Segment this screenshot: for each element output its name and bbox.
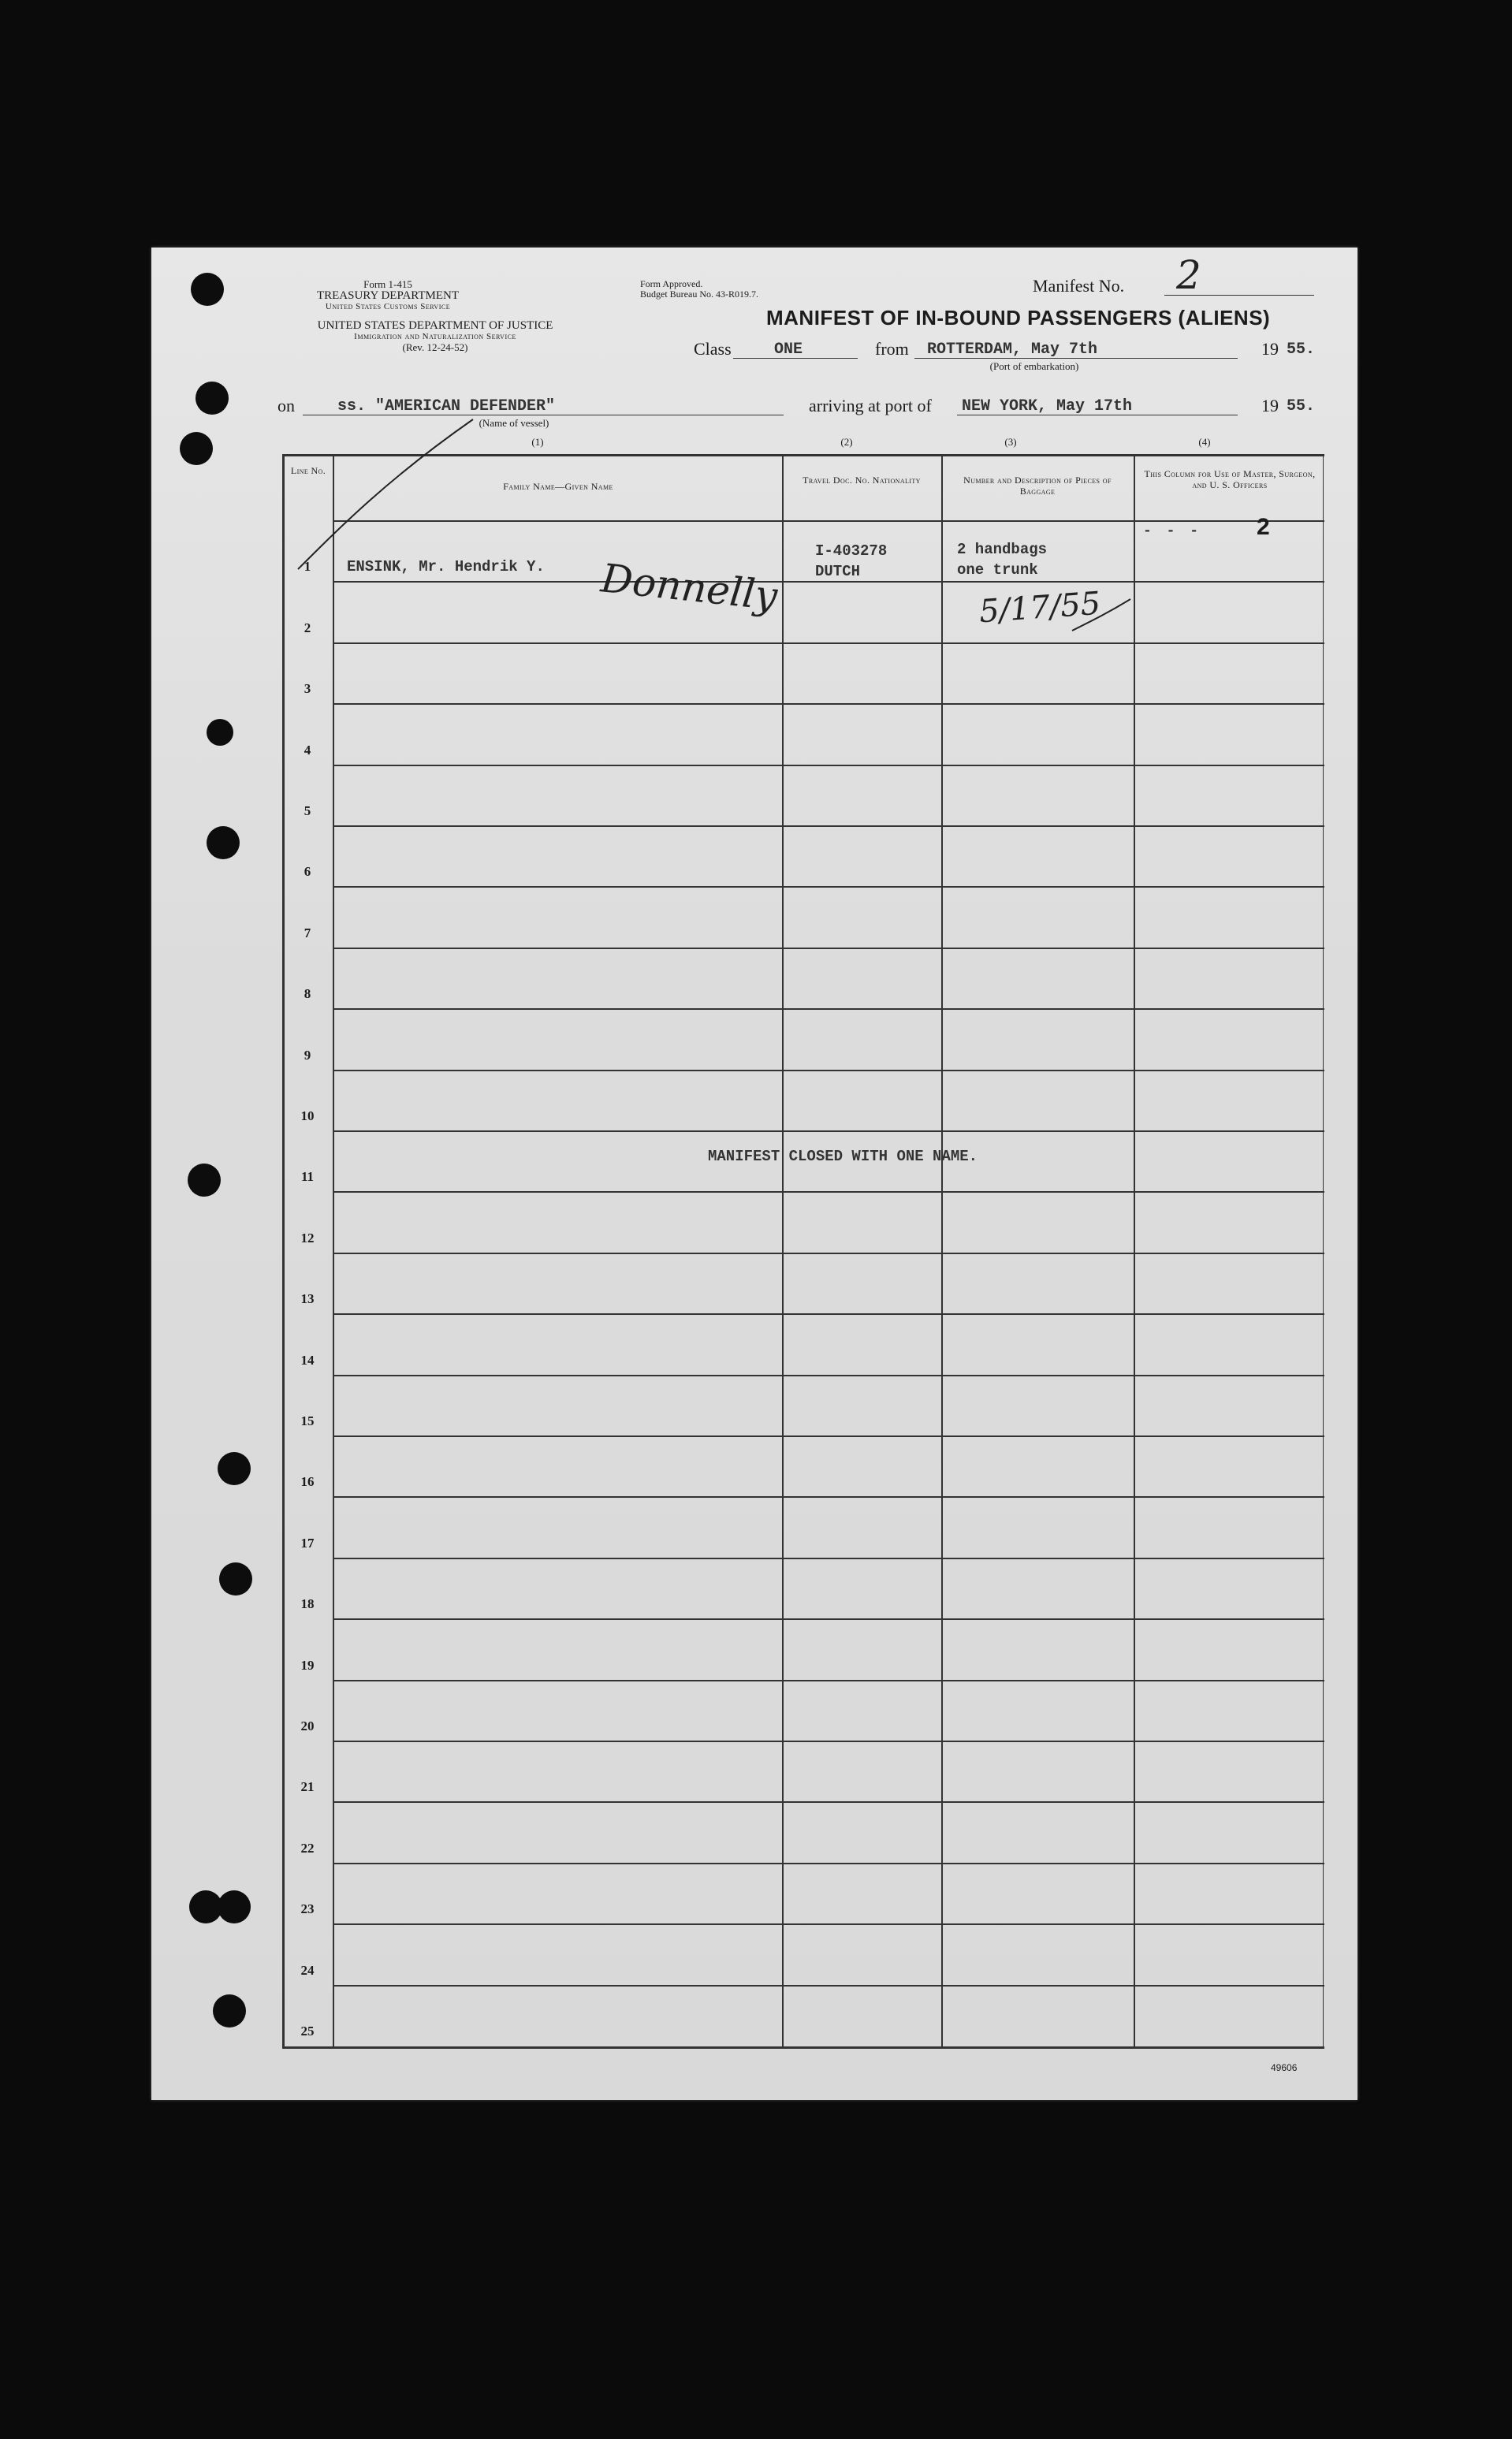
vessel-name: ss. "AMERICAN DEFENDER" (337, 397, 556, 415)
from-value: ROTTERDAM, May 7th (927, 341, 1098, 359)
inspector-signature: Donnelly (598, 555, 780, 620)
customs-service: United States Customs Service (325, 302, 451, 311)
row-rule (333, 1008, 1324, 1010)
line-number: 14 (300, 1352, 315, 1368)
column-number: (3) (1004, 436, 1017, 448)
revision-date: (Rev. 12-24-52) (402, 341, 468, 353)
year-prefix: 19 (1261, 396, 1279, 415)
row-rule (333, 1313, 1324, 1315)
line-number: 5 (304, 803, 311, 818)
punch-hole (207, 826, 240, 859)
year-value: 55. (1287, 341, 1316, 359)
column-number: (4) (1198, 436, 1211, 448)
form-approved: Form Approved. (640, 278, 703, 289)
treasury-department: TREASURY DEPARTMENT (316, 289, 460, 302)
line-number: 10 (300, 1108, 315, 1123)
officer-mark: 2 (1257, 514, 1270, 540)
line-number: 24 (300, 1962, 315, 1978)
line-number: 19 (300, 1657, 315, 1673)
row-rule (333, 1985, 1324, 1987)
port-caption: (Port of embarkation) (989, 360, 1079, 372)
punch-hole (196, 382, 229, 415)
row-rule (333, 642, 1324, 644)
punch-hole (191, 273, 224, 306)
punch-hole (180, 432, 213, 465)
line-number: 9 (304, 1047, 311, 1063)
arriving-label: arriving at port of (809, 396, 932, 415)
form-number: Form 1-415 (363, 278, 412, 290)
manifest-number-label: Manifest No. (1033, 276, 1125, 296)
row-rule (333, 1801, 1324, 1803)
signature-date: 5/17/55 (978, 585, 1102, 631)
row-rule (333, 1741, 1324, 1742)
class-label: Class (694, 339, 732, 359)
line-number: 22 (300, 1840, 315, 1856)
row-rule (333, 1191, 1324, 1193)
line-number-header: Line No. (290, 465, 326, 476)
row-rule (333, 1253, 1324, 1254)
immigration-service: Immigration and Naturalization Service (354, 332, 516, 341)
travel-doc-number: I-403278 (815, 542, 888, 560)
manifest-number: 2 (1176, 252, 1201, 298)
line-number: 18 (300, 1596, 315, 1612)
name-header: Family Name—Given Name (503, 481, 613, 492)
from-label: from (875, 339, 909, 359)
pen-stroke (295, 415, 476, 572)
punch-hole (218, 1890, 251, 1923)
line-number: 11 (300, 1169, 315, 1185)
officers-header: This Column for Use of Master, Surgeon, and U. S. Officers (1144, 468, 1316, 490)
line-number: 7 (304, 925, 311, 940)
baggage-header: Number and Description of Pieces of Baggage (963, 475, 1112, 497)
on-label: on (277, 396, 295, 415)
row-rule (333, 1070, 1324, 1071)
year-value: 55. (1287, 397, 1316, 415)
budget-bureau: Budget Bureau No. 43-R019.7. (640, 289, 758, 300)
line-number: 16 (300, 1474, 315, 1490)
manifest-page (151, 248, 1357, 2100)
punch-hole (213, 1994, 246, 2028)
footer-code: 49606 (1271, 2062, 1298, 2073)
column-number: (1) (531, 436, 544, 448)
row-rule (333, 1923, 1324, 1925)
vessel-caption: (Name of vessel) (479, 417, 549, 429)
row-rule (333, 1435, 1324, 1437)
line-number: 1 (304, 559, 311, 575)
line-number: 12 (300, 1230, 315, 1246)
line-number: 17 (300, 1535, 315, 1551)
punch-hole (207, 719, 233, 746)
row-rule (333, 1130, 1324, 1132)
passenger-name: ENSINK, Mr. Hendrik Y. (347, 558, 545, 575)
line-number: 13 (300, 1291, 315, 1307)
justice-department: UNITED STATES DEPARTMENT OF JUSTICE (317, 319, 553, 332)
row-rule (333, 1558, 1324, 1559)
line-number: 6 (304, 864, 311, 880)
passenger-table (282, 454, 1324, 2048)
travel-doc-header: Travel Doc. No. Nationality (803, 475, 921, 486)
row-rule (333, 1680, 1324, 1681)
row-rule (333, 948, 1324, 949)
punch-hole (219, 1562, 252, 1596)
column-number: (2) (840, 436, 853, 448)
line-number: 20 (300, 1718, 315, 1733)
pen-stroke (1071, 596, 1134, 643)
line-number: 25 (300, 2024, 315, 2039)
row-rule (333, 581, 1324, 583)
baggage-line-2: one trunk (957, 561, 1038, 579)
row-rule (333, 1618, 1324, 1620)
row-rule (333, 825, 1324, 827)
manifest-closed-note: MANIFEST CLOSED WITH ONE NAME. (708, 1148, 978, 1165)
line-number: 2 (304, 620, 311, 635)
row-rule (333, 1863, 1324, 1864)
line-number: 23 (300, 1901, 315, 1917)
row-rule (333, 765, 1324, 766)
class-value: ONE (774, 341, 803, 359)
baggage-line-1: 2 handbags (957, 541, 1048, 558)
nationality: DUTCH (815, 563, 861, 580)
line-number: 3 (304, 681, 311, 697)
row-rule (333, 1375, 1324, 1376)
line-number: 4 (304, 742, 311, 758)
arriving-value: NEW YORK, May 17th (962, 397, 1133, 415)
row-rule (333, 886, 1324, 888)
line-number: 21 (300, 1779, 315, 1795)
row-rule (333, 703, 1324, 705)
line-number: 8 (304, 986, 311, 1002)
officer-tick-marks: ‐ ‐ ‐ (1143, 523, 1202, 539)
line-number: 15 (300, 1413, 315, 1428)
header-rule (333, 520, 1324, 522)
year-prefix: 19 (1261, 339, 1279, 359)
punch-hole (188, 1164, 221, 1197)
punch-hole (218, 1452, 251, 1485)
row-rule (333, 1496, 1324, 1498)
manifest-title: MANIFEST OF IN-BOUND PASSENGERS (ALIENS) (766, 306, 1271, 330)
